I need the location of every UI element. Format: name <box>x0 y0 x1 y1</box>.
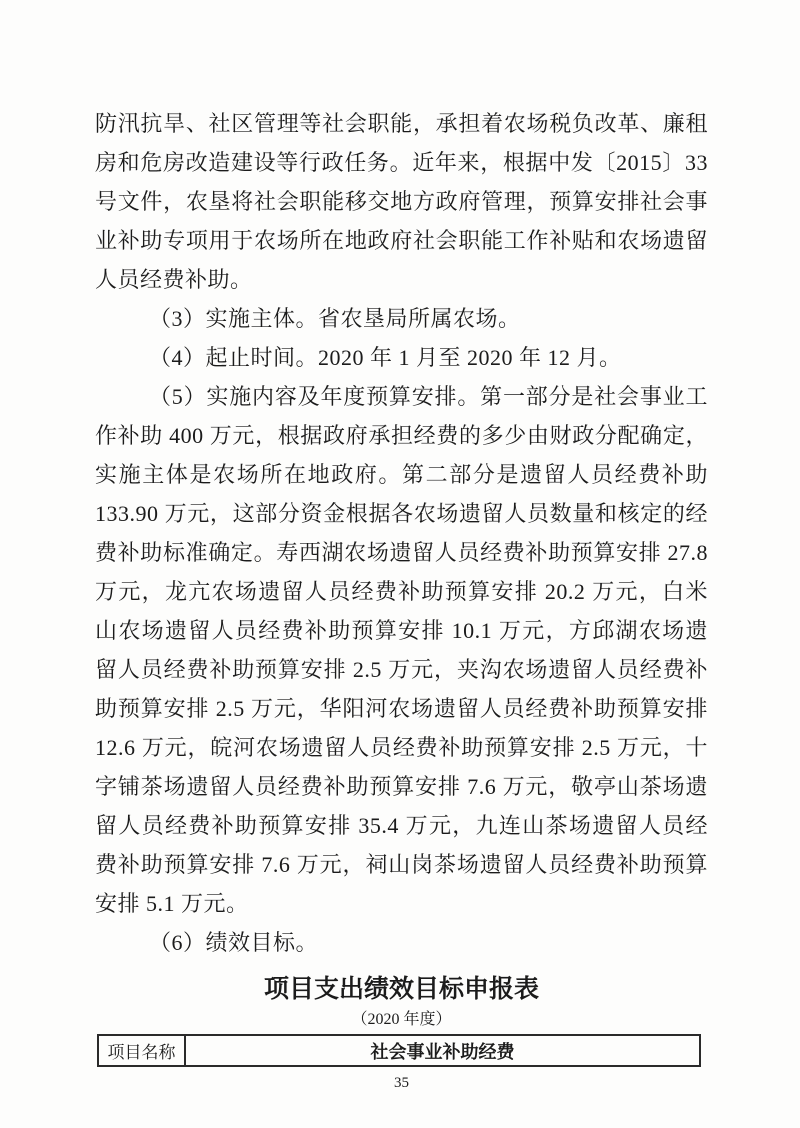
item-3-implementing-body: （3）实施主体。省农垦局所属农场。 <box>149 306 521 331</box>
page-content <box>95 104 708 1092</box>
project-name-label-cell: 项目名称 <box>98 1035 185 1066</box>
performance-goal-table-subtitle: （2020 年度） <box>351 1011 452 1028</box>
item-4-time-period: （4）起止时间。2020 年 1 月至 2020 年 12 月。 <box>149 345 622 370</box>
item-5-content-and-budget: （5）实施内容及年度预算安排。第一部分是社会事业工作补助 400 万元，根据政府承担经费的多少由财政分配确定，实施主体是农场所在地政府。第二部分是遗留人员经费补助 133.90 万元，这部分资金根据各农场遗留人员数量和核定的经费补助标准确定。寿西湖农场遗留人员经费补助预算安排 27.8 万元，龙亢农场遗留人员经费补助预算安排 20.2 万元，白米山农场遗留人员经费补助预算安排 10.1 万元，方邱湖农场遗留人员经费补助预算安排 2.5 万元，夹沟农场遗留人员经费补助预算安排 2.5 万元，华阳河农场遗留人员经费补助预算安排 12.6 万元，皖河农场遗留人员经费补助预算安排 2.5 万元，十字铺茶场遗留人员经费补助预算安排 7.6 万元，敬亭山茶场遗留人员经费补助预算安排 35.4 万元，九连山茶场遗留人员经费补助预算安排 7.6 万元，祠山岗茶场遗留人员经费补助预算安排 5.1 万元。 <box>95 384 708 916</box>
page-number: 35 <box>394 1075 409 1091</box>
body-text <box>95 104 708 962</box>
paragraph-social-functions: 防汛抗旱、社区管理等社会职能，承担着农场税负改革、廉租房和危房改造建设等行政任务。近年来，根据中发〔2015〕33 号文件，农垦将社会职能移交地方政府管理，预算安排社会事业补助专项用于农场所在地政府社会职能工作补贴和农场遗留人员经费补助。 <box>95 111 708 292</box>
project-name-value-cell: 社会事业补助经费 <box>185 1035 700 1066</box>
item-6-performance-goal: （6）绩效目标。 <box>149 930 319 955</box>
table-row <box>98 1035 700 1066</box>
performance-goal-table <box>97 1034 701 1067</box>
performance-goal-table-title: 项目支出绩效目标申报表 <box>263 975 539 1003</box>
